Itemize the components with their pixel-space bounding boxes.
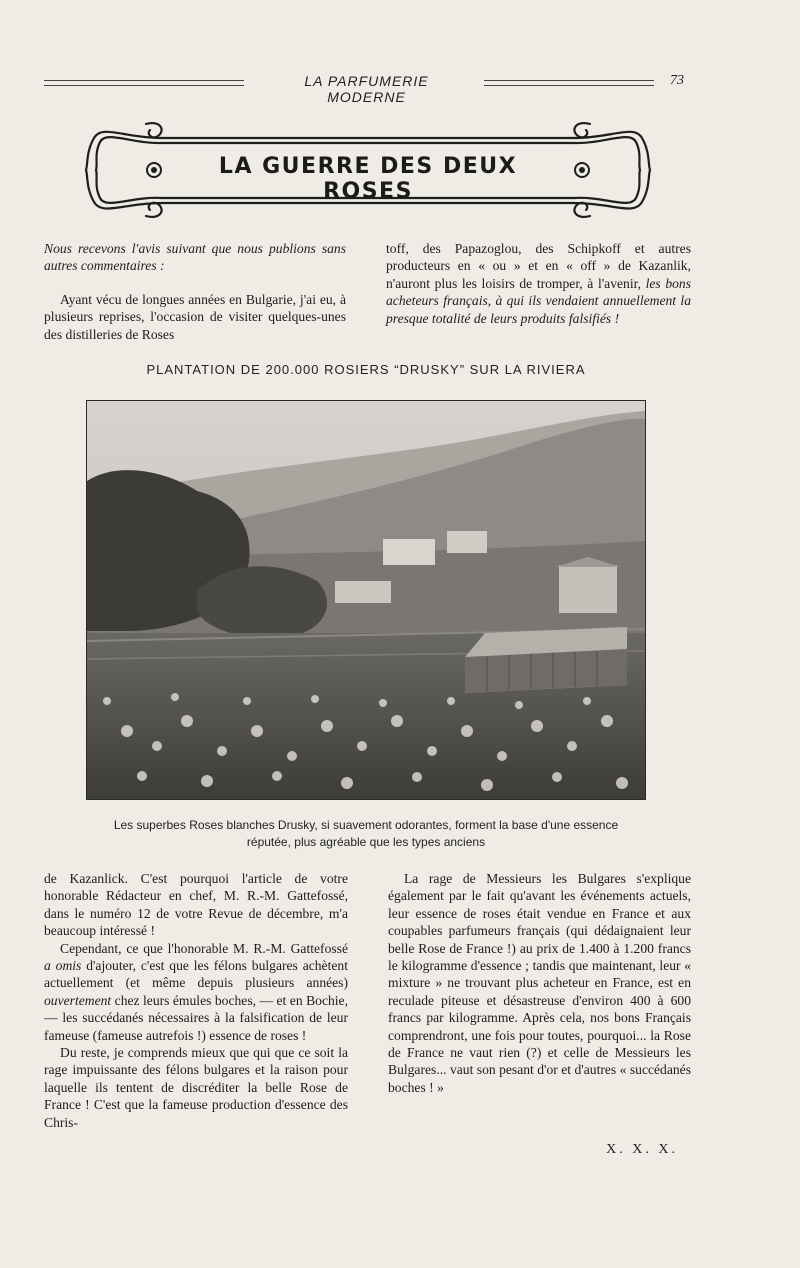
body-column-left: [44, 870, 348, 1131]
header-rule-left: [44, 80, 244, 86]
rose-plantation-photo: [86, 400, 646, 800]
intro-continuation: [386, 240, 691, 327]
photo-heading: PLANTATION DE 200.000 ROSIERS “DRUSKY” SUR LA RIVIERA: [146, 362, 586, 377]
intro-paragraph: Ayant vécu de longues années en Bulgarie, j'ai eu, à plusieurs reprises, l'occasion de visiter quelques-unes des distilleries de Roses: [44, 291, 346, 342]
body-text: chez leurs émules boches, — et en Bochie, — les succédanés nécessaires à la falsification de leur fameuse (fameuse autrefois !) essence de roses !: [44, 992, 348, 1043]
body-paragraph: [44, 940, 348, 1044]
body-paragraph: Du reste, je comprends mieux que qui que ce soit la rage impuissante des félons bulgares et la raison pour laquelle ils tentent de discréditer la belle Rose de France ! C'est que la fameuse production d'essence des Chris-: [44, 1045, 348, 1130]
article-title: LA GUERRE DES DEUX ROSES: [218, 154, 518, 204]
intro-continuation-italic: les bons acheteurs français, à qui ils vendaient annuellement la presque totalité de leurs produits falsifiés !: [386, 275, 691, 326]
photo-caption: Les superbes Roses blanches Drusky, si suavement odorantes, forment la base d'une essence réputée, plus agréable que les types anciens: [113, 818, 619, 849]
body-paragraph: La rage de Messieurs les Bulgares s'explique également par le fait qu'avant les événements actuels, leur essence de roses était vendue en France et aux coupables parfumeurs français (qui dédaignaient leur belle Rose de France !) au prix de 1.400 à 1.200 francs le kilogramme d'essence ; tandis que maintenant, leur « mixture » ne trouvant plus acheteur en France, est en reculade piteuse et désastreuse d'environ 400 à 600 francs par kilogramme. Après cela, nos bons Français comprendront, une fois pour toutes, pourquoi... la Rose de France ne vaut rien (?) et celle de Messieurs les Bulgares... vaut son pesant d'or et d'autres « succédanés boches ! »: [388, 871, 691, 1095]
body-emphasis: ouvertement: [44, 992, 112, 1008]
body-text: Cependant, ce que l'honorable M. R.-M. Gattefossé: [60, 940, 348, 956]
rose-roundel-left-icon: [147, 163, 161, 177]
body-emphasis: a omis: [44, 958, 82, 974]
page-number: 73: [670, 73, 684, 88]
body-paragraph: de Kazanlick. C'est pourquoi l'article de votre honorable Rédacteur en chef, M. R.-M. Gattefossé, dans le numéro 12 de votre Revue de décembre, m'a beaucoup intéressé !: [44, 871, 348, 939]
body-column-right: [388, 870, 691, 1096]
author-signature: X. X. X.: [606, 1142, 678, 1157]
intro-continuation-text: toff, des Papazoglou, des Schipkoff et autres producteurs en « ou » et en « off » de Kazanlik, n'auront plus les loisirs de tromper, à l'avenir,: [386, 241, 691, 291]
intro-column-left: [44, 240, 346, 343]
body-text: d'ajouter, c'est que les félons bulgares achètent actuellement (et même depuis plusieurs années): [44, 958, 348, 991]
rose-roundel-right-icon: [575, 163, 589, 177]
editor-note: Nous recevons l'avis suivant que nous publions sans autres commentaires :: [44, 241, 346, 274]
header-rule-right: [484, 80, 654, 86]
title-ornament-frame: [84, 116, 652, 224]
landscape-photo-illustration: [87, 401, 645, 799]
running-head: [44, 72, 689, 105]
intro-column-right: [386, 240, 691, 327]
journal-title: LA PARFUMERIE MODERNE: [304, 73, 429, 105]
